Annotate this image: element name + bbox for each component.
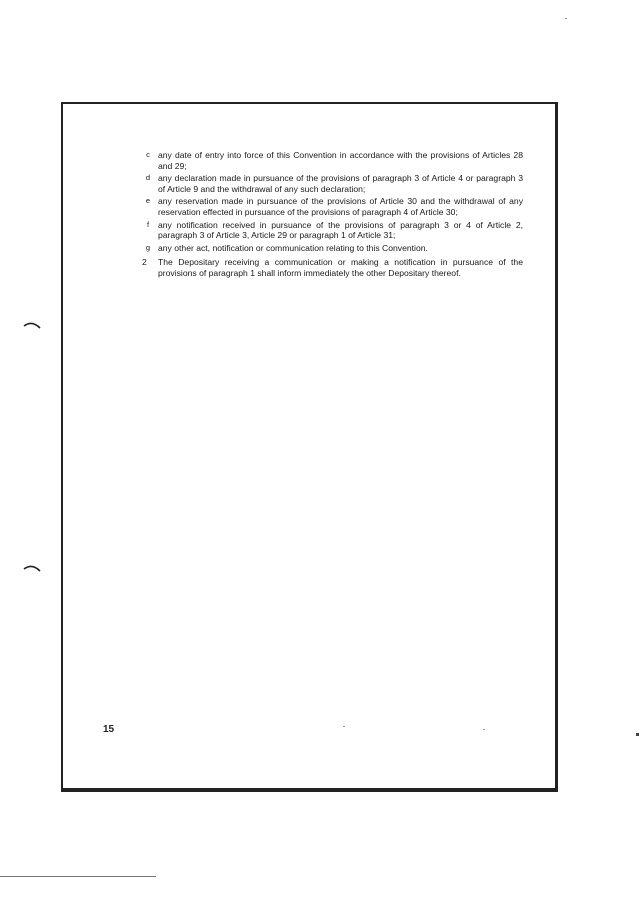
paragraph-text: The Depositary receiving a communication or making a notification in pursuance of the provisions of paragraph 1 shall inform immediately the other Depositary thereof.: [158, 257, 523, 278]
item-text: any reservation made in pursuance of the provisions of Article 30 and the withdrawal of any reservation effected in pursuance of the provisions of paragraph 4 of Article 30;: [158, 196, 523, 217]
list-item-f: [138, 220, 523, 241]
bottom-rule: [0, 876, 156, 877]
scan-mark-icon: [22, 563, 42, 573]
scan-speck: [565, 18, 567, 19]
item-label: f: [146, 219, 150, 229]
page-number: 15: [103, 724, 115, 735]
item-text: any other act, notification or communication relating to this Convention.: [158, 242, 428, 253]
list-item-e: [138, 196, 523, 217]
item-label: d: [145, 173, 151, 183]
item-label: c: [146, 150, 150, 159]
scan-speck: [483, 729, 485, 730]
item-text: any date of entry into force of this Convention in accordance with the provisions of Articles 28 and 29;: [158, 150, 523, 171]
list-item-d: [138, 173, 523, 194]
paragraph-2: [138, 257, 523, 278]
item-text: any declaration made in pursuance of the provisions of paragraph 3 of Article 4 or paragraph 3 of Article 9 and the withdrawal of any such declaration;: [158, 173, 523, 194]
scan-mark-icon: [22, 320, 42, 330]
item-text: any notification received in pursuance of the provisions of paragraph 3 or 4 of Article 2, paragraph 3 of Article 3, Article 29 or paragraph 1 of Article 31;: [158, 219, 523, 241]
document-body: [138, 150, 523, 279]
paragraph-number: 2: [142, 257, 147, 268]
item-label: e: [145, 196, 151, 206]
scan-speck: [636, 733, 639, 736]
scan-speck: [343, 726, 345, 727]
list-item-g: [138, 243, 523, 254]
list-item-c: [138, 150, 523, 171]
item-label: g: [145, 242, 151, 252]
